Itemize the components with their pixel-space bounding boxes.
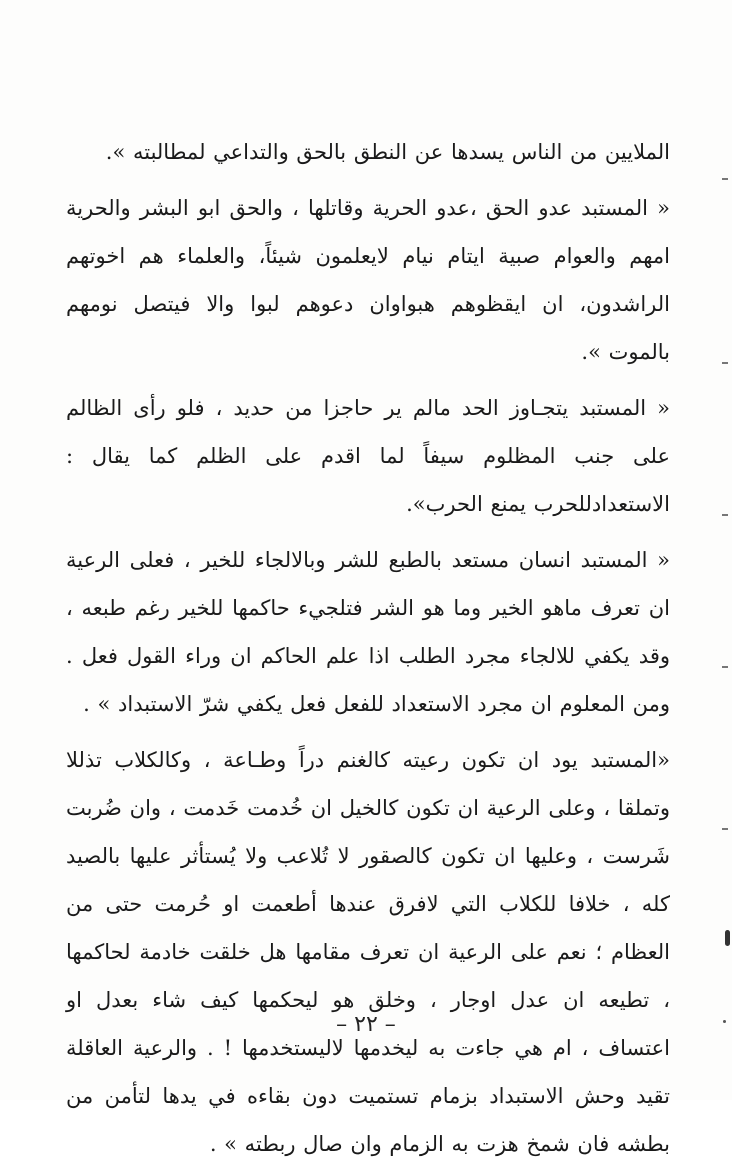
page-number: – ٢٢ –: [336, 1012, 396, 1037]
scan-edge-mark: [722, 514, 728, 516]
paragraph-5: «المستبد يود ان تكون رعيته كالغنم دراً وطـاعة ، وكالكلاب تذللا وتملقا ، وعلى الرعية ان تكون كالخيل ان خُدمت خَدمت ، وان ضُربت شَرست ، وعليها ان تكون كالصقور لا تُلاعب ولا يُستأثر عليها بالصيد كله ، خلافا للكلاب التي لافرق عندها أطعمت او حُرمت حتى من العظام ؛ نعم على الرعية ان تعرف مقامها هل خلقت خادمة لحاكمها ، تطيعه ان عدل اوجار ، وخلق هو ليحكمها كيف شاء بعدل او اعتساف ، ام هي جاءت به ليخدمها لاليستخدمها ! . والرعية العاقلة تقيد وحش الاستبداد بزمام تستميت دون بقاءه في يدها لتأمن من بطشه فان شمخ هزت به الزمام وان صال ربطته » .: [66, 748, 670, 1156]
scan-edge-mark: [722, 178, 728, 180]
paragraph-1: الملايين من الناس يسدها عن النطق بالحق والتداعي لمطالبته ».: [105, 140, 670, 164]
paragraph-3: « المستبد يتجـاوز الحد مالم ير حاجزا من حديد ، فلو رأى الظالم على جنب المظلوم سيفاً لما اقدم على الظلم كما يقال : الاستعدادللحرب يمنع الحرب».: [66, 396, 670, 516]
paragraph-2: « المستبد عدو الحق ،عدو الحرية وقاتلها ، والحق ابو البشر والحرية امهم والعوام صبية ايتام نيام لايعلمون شيئاً، والعلماء هم اخوتهم الراشدون، ان ايقظوهم هبواوان دعوهم لبوا والا فيتصل نومهم بالموت ».: [66, 196, 670, 364]
scan-edge-mark: [722, 362, 728, 364]
scan-ink-dot: [723, 1020, 726, 1023]
scan-edge-mark: [722, 666, 728, 668]
scan-edge-mark: [722, 828, 728, 830]
scan-ink-blot: [725, 930, 730, 946]
paragraph-4: « المستبد انسان مستعد بالطبع للشر وبالالجاء للخير ، فعلى الرعية ان تعرف ماهو الخير وما هو الشر فتلجيء حاكمها للخير رغم طبعه ، وقد يكفي للالجاء مجرد الطلب اذا علم الحاكم ان وراء القول فعل . ومن المعلوم ان مجرد الاستعداد للفعل فعل يكفي شرّ الاستبداد » .: [66, 548, 670, 716]
